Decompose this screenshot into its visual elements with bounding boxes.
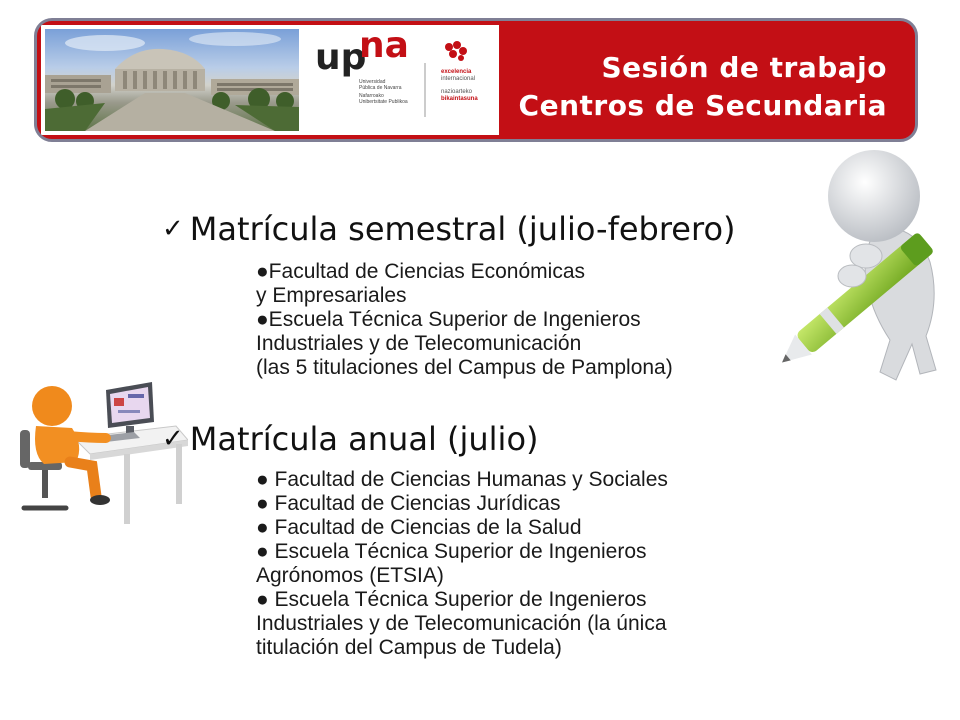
svg-text:Nafarroako: Nafarroako — [359, 93, 384, 99]
pencil-figure-illustration — [770, 140, 960, 400]
list-line: y Empresariales — [256, 284, 407, 307]
section-list-anual — [256, 468, 668, 660]
checkmark-icon: ✓ — [162, 214, 184, 244]
title-line-2: Centros de Secundaria — [518, 89, 887, 122]
section-heading-semestral — [162, 210, 736, 248]
list-line: ● Escuela Técnica Superior de Ingenieros — [256, 540, 647, 563]
list-line: ●Escuela Técnica Superior de Ingenieros — [256, 308, 641, 331]
title-line-1: Sesión de trabajo — [601, 51, 887, 84]
header-banner — [34, 18, 918, 142]
heading-text: Matrícula anual (julio) — [189, 420, 539, 458]
list-line: ● Facultad de Ciencias Jurídicas — [256, 492, 561, 515]
svg-text:Universidad: Universidad — [359, 79, 386, 85]
list-line: ● Facultad de Ciencias de la Salud — [256, 516, 582, 539]
section-heading-anual — [162, 420, 539, 458]
heading-text: Matrícula semestral (julio-febrero) — [189, 210, 736, 248]
svg-text:internacional: internacional — [441, 76, 476, 82]
list-line: (las 5 titulaciones del Campus de Pamplona) — [256, 356, 673, 379]
svg-text:Unibertsitate Publikoa: Unibertsitate Publikoa — [359, 99, 408, 105]
svg-text:excelencia: excelencia — [441, 69, 472, 75]
svg-text:Pública de Navarra: Pública de Navarra — [359, 85, 402, 91]
svg-text:na: na — [359, 33, 409, 66]
svg-text:up: up — [315, 37, 367, 78]
list-line: ●Facultad de Ciencias Económicas — [256, 260, 586, 283]
banner-title — [519, 49, 887, 125]
list-line: ● Escuela Técnica Superior de Ingenieros — [256, 588, 647, 611]
campus-photo — [45, 29, 299, 131]
svg-text:nazioarteko: nazioarteko — [441, 89, 473, 95]
section-list-semestral — [256, 260, 673, 380]
list-line: Industriales y de Telecomunicación (la única — [256, 612, 667, 635]
list-line: titulación del Campus de Tudela) — [256, 636, 562, 659]
checkmark-icon: ✓ — [162, 424, 184, 454]
upna-logo — [313, 33, 493, 129]
svg-text:bikaintasuna: bikaintasuna — [441, 96, 478, 102]
list-line: Agrónomos (ETSIA) — [256, 564, 444, 587]
list-line: ● Facultad de Ciencias Humanas y Sociales — [256, 468, 668, 491]
list-line: Industriales y de Telecomunicación — [256, 332, 582, 355]
logo-panel — [41, 25, 499, 135]
